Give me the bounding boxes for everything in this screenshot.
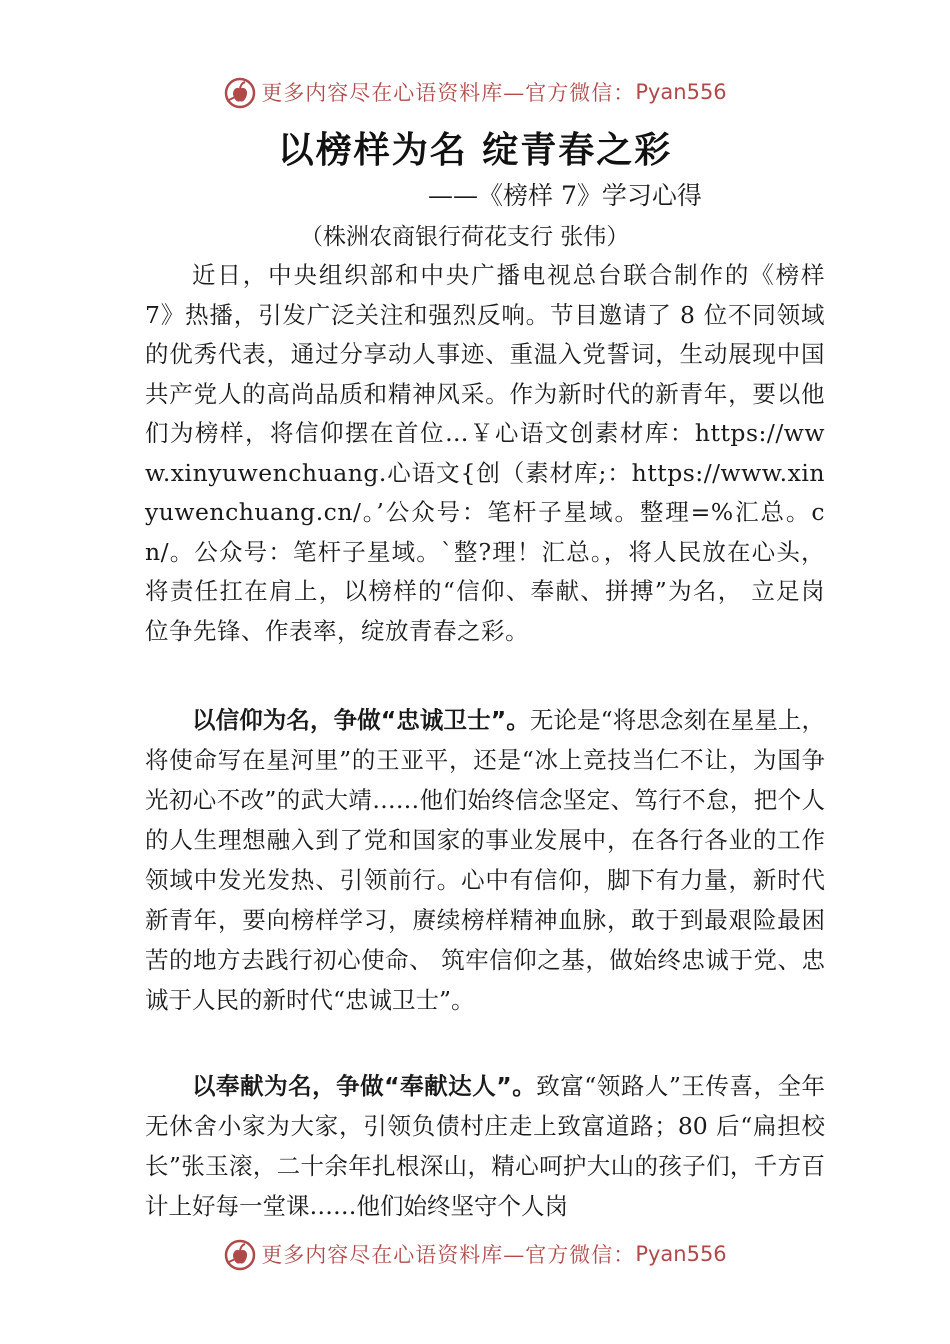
document-author: （株洲农商银行荷花支行 张伟） [300,224,630,250]
apple-logo-icon [223,75,257,109]
banner-text: 更多内容尽在心语资料库—官方微信： [261,1243,636,1267]
footer-banner [0,1234,950,1274]
banner-text: 更多内容尽在心语资料库—官方微信： [261,81,636,105]
paragraph-dedication-heading: 以奉献为名，争做“奉献达人”。 [192,1072,537,1100]
paragraph-dedication-text: 致富“领路人”王传喜，全年无休舍小家为大家，引领负债村庄走上致富道路；80 后“扁担校长”张玉滚，二十余年扎根深山，精心呵护大山的孩子们，千方百计上好每一堂课……他们始终坚守个人岗 [145,1072,825,1220]
paragraph-faith-text: 无论是“将思念刻在星星上，将使命写在星河里”的王亚平，还是“冰上竞技当仁不让，为国争光初心不改”的武大靖……他们始终信念坚定、笃行不怠，把个人的人生理想融入到了党和国家的事业发展中，在各行各业的工作领域中发光发热、引领前行。心中有信仰，脚下有力量，新时代新青年，要向榜样学习，赓续榜样精神血脉，敢于到最艰险最困苦的地方去践行初心使命、 筑牢信仰之基，做始终忠诚于党、忠诚于人民的新时代“忠诚卫士”。 [145,706,826,1014]
paragraph-dedication [145,1066,825,1226]
document-title: 以榜样为名 绽青春之彩 [277,129,673,171]
paragraph-faith-heading: 以信仰为名，争做“忠诚卫士”。 [192,706,530,734]
document-subtitle: ——《榜样 7》学习心得 [428,181,702,210]
apple-logo-icon [223,1237,257,1271]
banner-wechat-id: Pyan556 [635,80,727,104]
banner-wechat-id: Pyan556 [635,1242,727,1266]
header-banner [0,72,950,112]
paragraph-faith [145,700,825,1020]
paragraph-intro: 近日，中央组织部和中央广播电视总台联合制作的《榜样 7》热播，引发广泛关注和强烈反响。节目邀请了 8 位不同领域的优秀代表，通过分享动人事迹、重温入党誓词，生动展现中国共产党人的高尚品质和精神风采。作为新时代的新青年，要以他们为榜样，将信仰摆在首位…￥心语文创素材库：https://www.xinyuwenchuang.心语文{创（素材库;：https://www.xinyuwenchuang.cn/。’公众号：笔杆子星域。整理=%汇总。cn/。公众号：笔杆子星域。`整?理！汇总。，将人民放在心头，将责任扛在肩上，以榜样的“信仰、奉献、拼搏”为名， 立足岗位争先锋、作表率，绽放青春之彩。 [145,261,825,645]
